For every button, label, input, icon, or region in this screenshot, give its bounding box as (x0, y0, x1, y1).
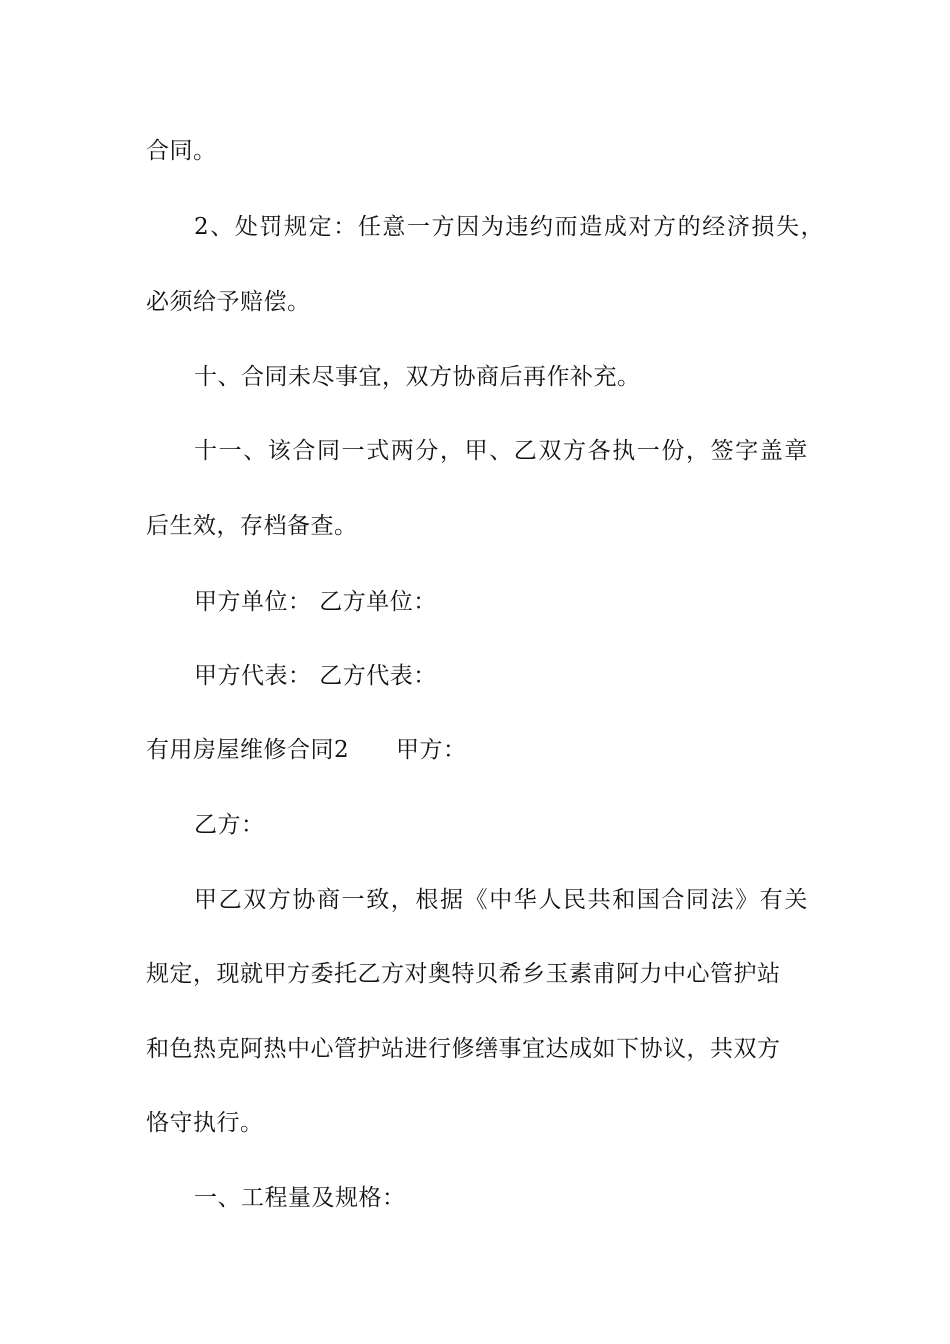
text-line: 十一、该合同一式两分，甲、乙双方各执一份，签字盖章 (194, 438, 809, 464)
text-line: 甲方代表： 乙方代表： (194, 663, 437, 689)
text-line: 恪守执行。 (146, 1110, 264, 1136)
text-line: 乙方： (194, 812, 265, 838)
text-line: 规定，现就甲方委托乙方对奥特贝希乡玉素甫阿力中心管护站 (146, 961, 781, 987)
text-line: 一、工程量及规格： (194, 1185, 406, 1211)
text-line: 十、合同未尽事宜，双方协商后再作补充。 (194, 364, 641, 390)
text-line: 有用房屋维修合同2 甲方： (146, 737, 467, 763)
text-line: 甲乙双方协商一致，根据《中华人民共和国合同法》有关 (194, 887, 809, 913)
text-line: 甲方单位： 乙方单位： (194, 589, 437, 615)
text-line: 必须给予赔偿。 (146, 289, 311, 315)
text-line: 2、处罚规定：任意一方因为违约而造成对方的经济损失， (194, 214, 826, 240)
text-line: 合同。 (146, 138, 217, 164)
text-line: 后生效，存档备查。 (146, 513, 358, 539)
text-line: 和色热克阿热中心管护站进行修缮事宜达成如下协议，共双方 (146, 1036, 781, 1062)
